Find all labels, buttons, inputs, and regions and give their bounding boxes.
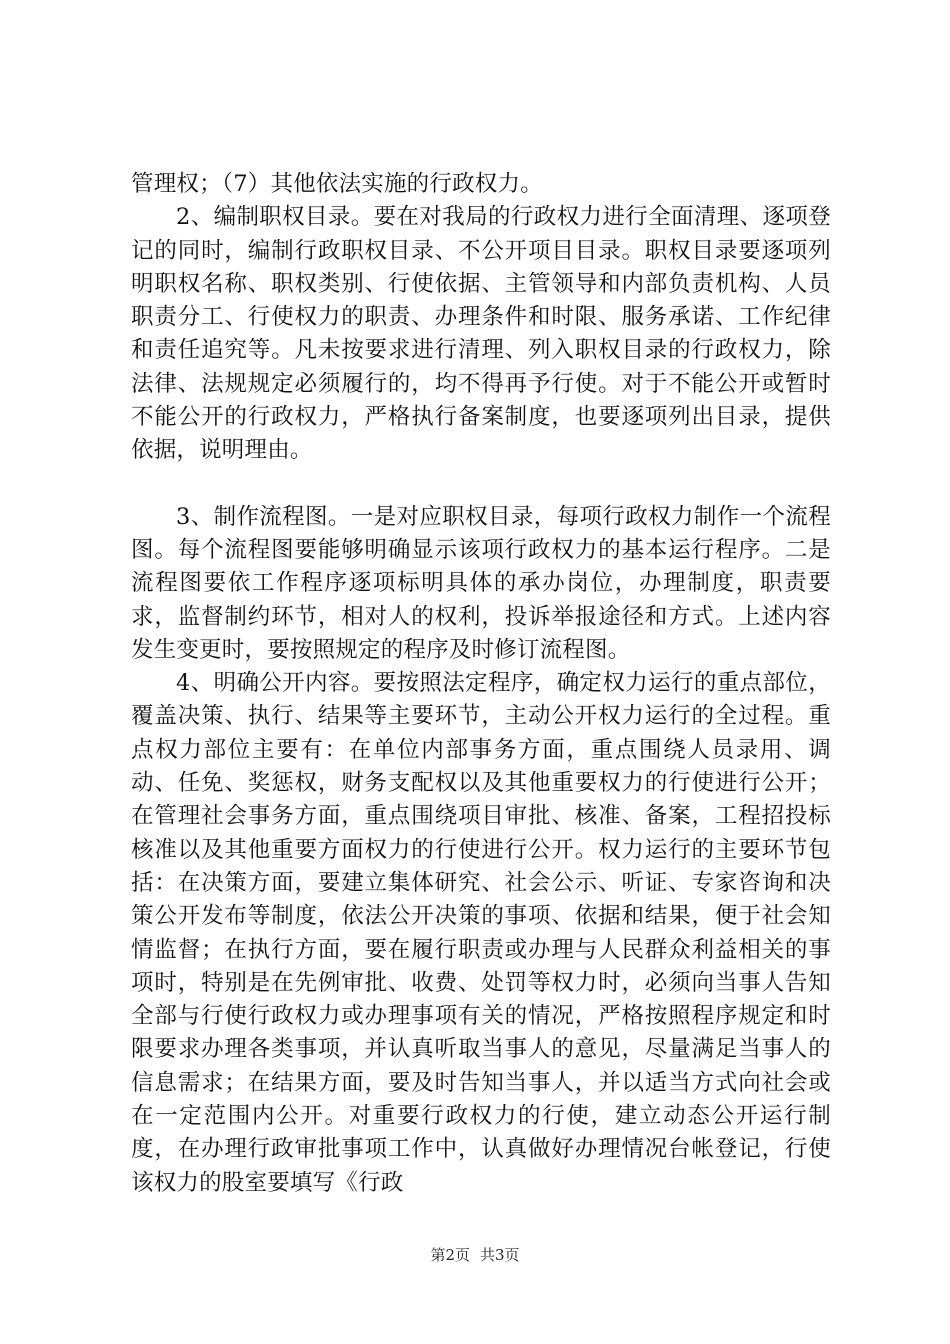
paragraph-item-4: 4、明确公开内容。要按照法定程序，确定权力运行的重点部位，覆盖决策、执行、结果等主要环节，主动公开权力运行的全过程。重点权力部位主要有：在单位内部事务方面，重点围绕人员录用、调动、任免、奖惩权，财务支配权以及其他重要权力的行使进行公开；在管理社会事务方面，重点围绕项目审批、核准、备案，工程招投标核准以及其他重要方面权力的行使进行公开。权力运行的主要环节包括：在决策方面，要建立集体研究、社会公示、听证、专家咨询和决策公开发布等制度，依法公开决策的事项、依据和结果，便于社会知情监督；在执行方面，要在履行职责或办理与人民群众利益相关的事项时，特别是在先例审批、收费、处罚等权力时，必须向当事人告知全部与行使行政权力或办理事项有关的情况，严格按照程序规定和时限要求办理各类事项，并认真听取当事人的意见，尽量满足当事人的信息需求；在结果方面，要及时告知当事人，并以适当方式向社会或在一定范围内公开。对重要行政权力的行使，建立动态公开运行制度，在办理行政审批事项工作中，认真做好办理情况台帐登记，行使该权力的股室要填写《行政 [131, 670, 831, 1196]
paragraph-item-3: 3、制作流程图。一是对应职权目录，每项行政权力制作一个流程图。每个流程图要能够明确显示该项行政权力的基本运行程序。二是流程图要依工作程序逐项标明具体的承办岗位，办理制度，职责要求，监督制约环节，相对人的权利，投诉举报途径和方式。上述内容发生变更时，要按照规定的程序及时修订流程图。 [131, 503, 831, 663]
document-body [131, 168, 831, 1200]
paragraph-continuation: 管理权；（7）其他依法实施的行政权力。 [131, 171, 543, 197]
page-footer [0, 1245, 950, 1265]
paragraph-item-2: 2、编制职权目录。要在对我局的行政权力进行全面清理、逐项登记的同时，编制行政职权目录、不公开项目目录。职权目录要逐项列明职权名称、职权类别、行使依据、主管领导和内部负责机构、人员职责分工、行使权力的职责、办理条件和时限、服务承诺、工作纪律和责任追究等。凡未按要求进行清理、列入职权目录的行政权力，除法律、法规规定必须履行的，均不得再予行使。对于不能公开或暂时不能公开的行政权力，严格执行备案制度，也要逐项列出目录，提供依据，说明理由。 [131, 204, 831, 464]
page-number: 第2页 [430, 1246, 470, 1264]
page-total: 共3页 [480, 1246, 520, 1264]
